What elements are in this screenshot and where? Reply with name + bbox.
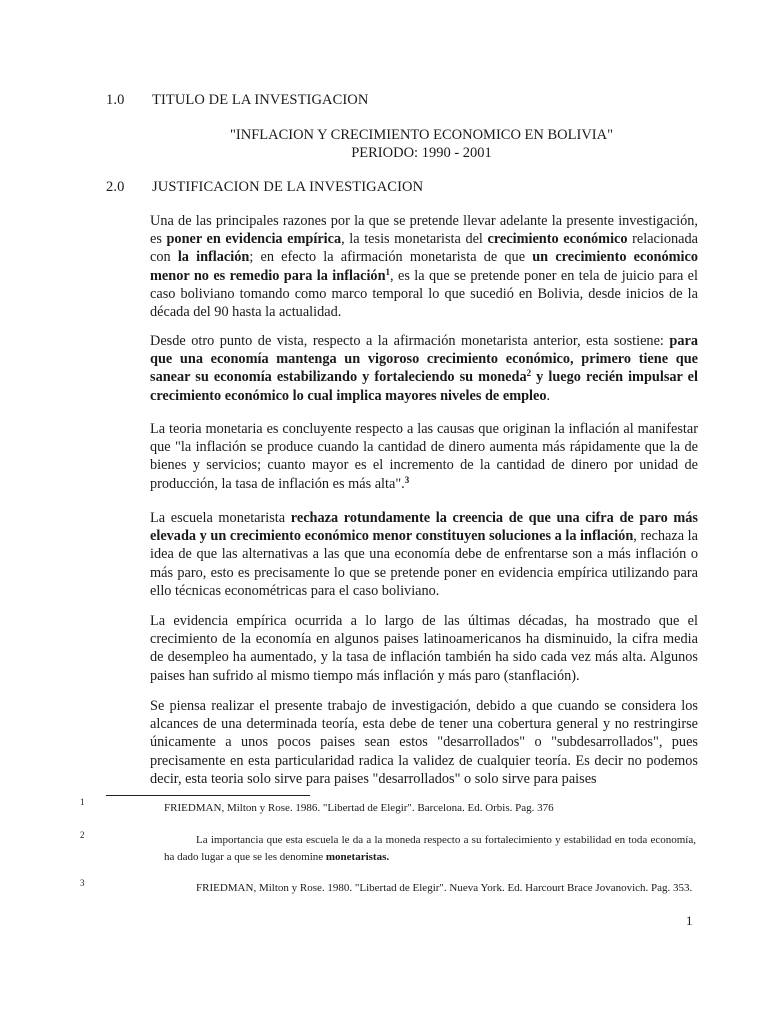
section-heading-1 — [106, 92, 368, 109]
footnote-ref-1[interactable]: 1 — [385, 266, 391, 277]
page-number: 1 — [686, 913, 693, 928]
research-period: PERIODO: 1990 - 2001 — [351, 145, 492, 161]
footnote-separator — [106, 795, 310, 796]
paragraph-3: La teoria monetaria es concluyente respecto a las causas que originan la inflación al manifestar que "la inflación se produce cuando la cantidad de dinero aumenta más rápidamente que la de bienes y servicios; cuanto mayor es el incremento de la cantidad de dinero por unidad de producción, la tasa de inflación es más alta".$^3$ — [150, 421, 698, 492]
footnote-1: FRIEDMAN, Milton y Rose. 1986. "Libertad de Elegir". Barcelona. Ed. Orbis. Pag. 376 — [164, 802, 554, 814]
footnote-3: FRIEDMAN, Milton y Rose. 1980. "Libertad de Elegir". Nueva York. Ed. Harcourt Brace Jovanovich. Pag. 353. — [196, 882, 693, 894]
paragraph-4: La escuela monetarista rechaza rotundamente la creencia de que una cifra de paro más elevada y un crecimiento económico menor constituyen soluciones a la inflación, rechaza la idea de que las alternativas a las que una economía debe de enfrentarse son a más inflación o más paro, esto es precisamente lo que se pretende poner en evidencia empírica utilizando para ello técnicas econométricas para el caso boliviano. — [150, 510, 698, 599]
section-number: 1.0 — [106, 92, 125, 108]
footnote-2: La importancia que esta escuela le da a la moneda respecto a su fortalecimiento y estabilidad en toda economía, ha dado lugar a que se les denomine monetaristas. — [164, 834, 696, 863]
footnote-mark-3: 3 — [80, 878, 85, 888]
footnote-ref-3[interactable]: 3 — [404, 474, 410, 485]
footnote-mark-2: 2 — [80, 830, 85, 840]
paragraph-5: La evidencia empírica ocurrida a lo largo de las últimas décadas, ha mostrado que el crecimiento de la economía en algunos paises latinoamericanos ha disminuido, la cifra media de desempleo ha aumentado, y la tasa de inflación también ha sido cada vez más alta. Algunos paises han sufrido al mismo tiempo más inflación y más paro (stanflación). — [150, 613, 698, 684]
section-number: 2.0 — [106, 179, 125, 195]
paragraph-2: Desde otro punto de vista, respecto a la afirmación monetarista anterior, esta sostiene: para que una economía mantenga un vigoroso crecimiento económico, primero tiene que sanear su economía estabilizando y fortaleciendo su moneda$^2$ y luego recién impulsar el crecimiento económico lo cual implica mayores niveles de empleo. — [150, 333, 699, 404]
footnote-mark-1: 1 — [80, 797, 85, 807]
section-heading-2 — [106, 179, 423, 196]
section-title: JUSTIFICACION DE LA INVESTIGACION — [152, 179, 424, 195]
footnote-ref-2[interactable]: 2 — [526, 368, 532, 379]
research-title: "INFLACION Y CRECIMIENTO ECONOMICO EN BOLIVIA" — [229, 127, 614, 143]
paragraph-6: Se piensa realizar el presente trabajo de investigación, debido a que cuando se considera los alcances de una determinada teoría, esta debe de tener una cobertura general y no restringirse únicamente a unos pocos paises sean estos "desarrollados" o "subdesarrollados", pues precisamente en esta particularidad radica la validez de cualquier teoría. Es decir no podemos decir, esta teoria solo sirve para paises "desarrollados" o solo sirve para paises — [150, 698, 698, 787]
paragraph-1: Una de las principales razones por la que se pretende llevar adelante la presente investigación, es poner en evidencia empírica, la tesis monetarista del crecimiento económico relacionada con la inflación; en efecto la afirmación monetarista de que un crecimiento económico menor no es remedio para la inflación$^1$, es la que se pretende poner en tela de juicio para el caso boliviano tomando como marco temporal lo que sucedió en Bolivia, desde inicios de la década del 90 hasta la actualidad. — [150, 213, 699, 321]
section-title: TITULO DE LA INVESTIGACION — [152, 92, 369, 108]
